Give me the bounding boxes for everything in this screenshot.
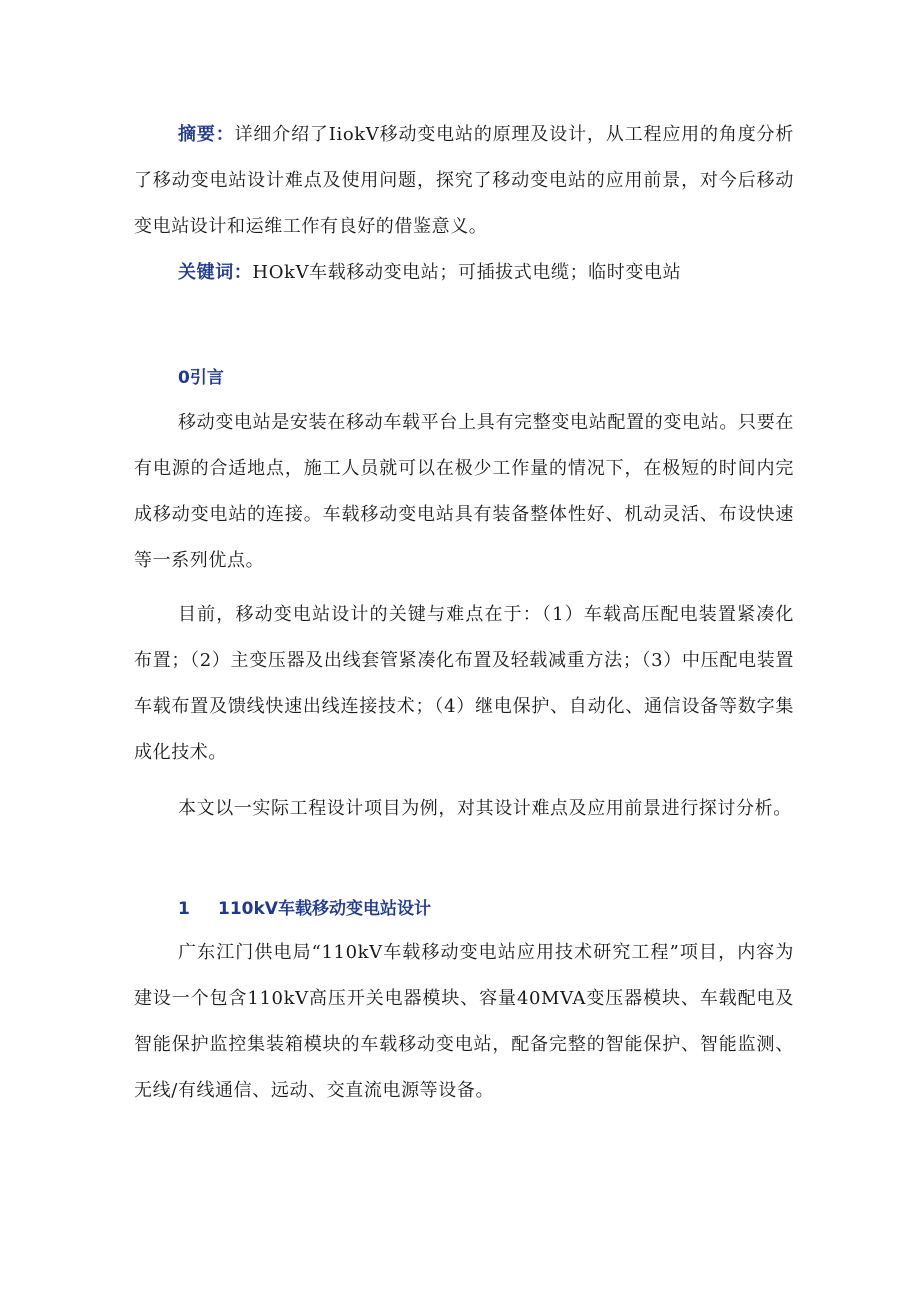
section-1-title: 110kV车载移动变电站设计 xyxy=(218,899,431,919)
intro-paragraph-1: 移动变电站是安装在移动车载平台上具有完整变电站配置的变电站。只要在有电源的合适地点，施工人员就可以在极少工作量的情况下，在极短的时间内完成移动变电站的连接。车载移动变电站具有装备整体性好、机动灵活、布设快速等一系列优点。 xyxy=(134,412,794,571)
keywords-label: 关键词： xyxy=(178,262,253,283)
abstract-label: 摘要： xyxy=(178,124,235,145)
intro-paragraph-3: 本文以一实际工程设计项目为例，对其设计难点及应用前景进行探讨分析。 xyxy=(178,798,792,819)
abstract-text: 详细介绍了IiokV移动变电站的原理及设计，从工程应用的角度分析了移动变电站设计难点及使用问题，探究了移动变电站的应用前景，对今后移动变电站设计和运维工作有良好的借鉴意义。 xyxy=(134,124,794,237)
section-1-number: 1 xyxy=(178,899,190,919)
section-1-heading xyxy=(178,897,431,921)
abstract-paragraph xyxy=(134,112,794,250)
section-0-heading: 0引言 xyxy=(178,368,224,388)
keywords-paragraph xyxy=(134,250,794,296)
intro-paragraph-2: 目前，移动变电站设计的关键与难点在于：（1）车载高压配电装置紧凑化布置；（2）主变压器及出线套管紧凑化布置及轻载减重方法；（3）中压配电装置车载布置及馈线快速出线连接技术；（4）继电保护、自动化、通信设备等数字集成化技术。 xyxy=(134,604,794,763)
section-1-paragraph-1: 广东江门供电局“110kV车载移动变电站应用技术研究工程”项目，内容为建设一个包含110kV高压开关电器模块、容量40MVA变压器模块、车载配电及智能保护监控集装箱模块的车载移动变电站，配备完整的智能保护、智能监测、无线/有线通信、远动、交直流电源等设备。 xyxy=(134,942,794,1101)
keywords-text: HOkV车载移动变电站；可插拔式电缆；临时变电站 xyxy=(252,262,682,283)
